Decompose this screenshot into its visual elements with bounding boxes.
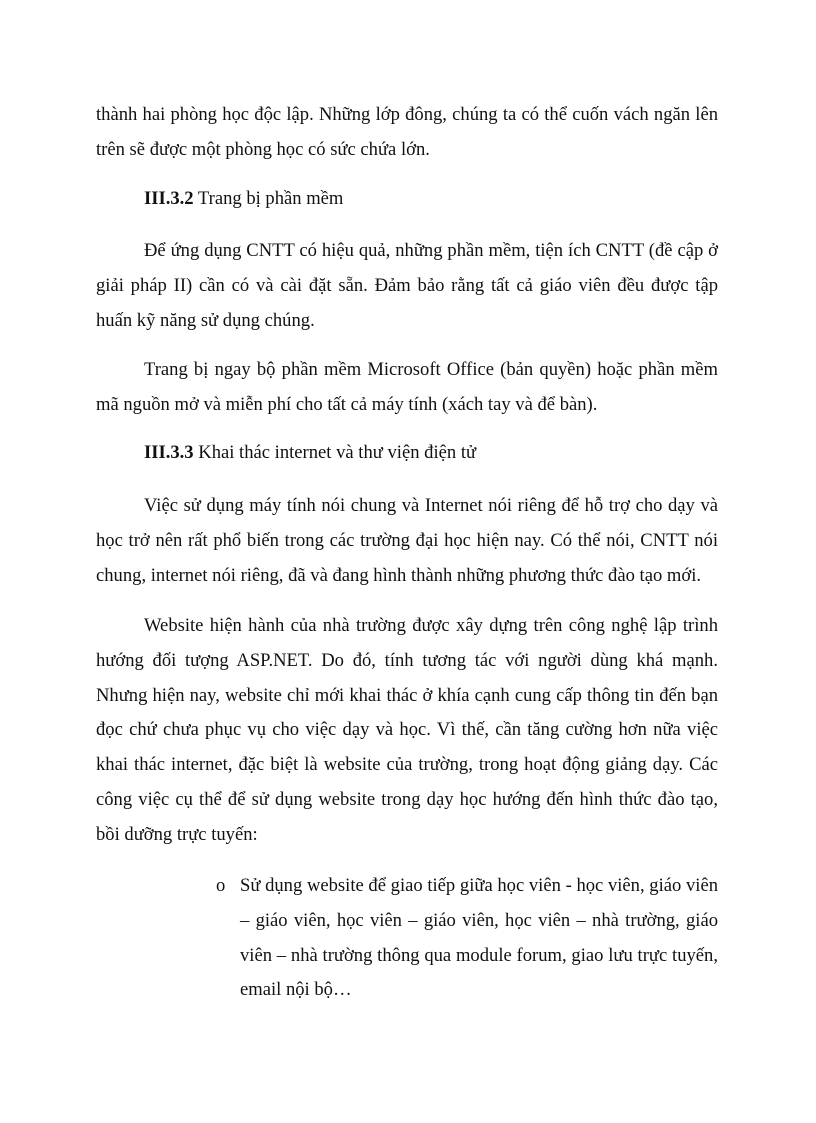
text-line: giải pháp II) cần có và cài đặt sẵn. Đảm bảo rằng tất cả giáo viên đều được tập (96, 274, 718, 296)
text-line: bồi dưỡng trực tuyến: (96, 823, 258, 845)
paragraph-office-suite (96, 353, 718, 423)
text-line: trên sẽ được một phòng học có sức chứa lớn. (96, 138, 430, 160)
section-title: Khai thác internet và thư viện điện tử (198, 442, 477, 463)
paragraph-internet-usage (96, 489, 718, 593)
list-item-website-communication (240, 869, 718, 1008)
paragraph-website (96, 609, 718, 853)
text-line: mã nguồn mở và miễn phí cho tất cả máy tính (xách tay và để bàn). (96, 393, 598, 415)
section-heading-internet (96, 436, 718, 471)
text-line: khai thác internet, đặc biệt là website của trường, trong hoạt động giảng dạy. Các (96, 754, 718, 776)
paragraph-software-install (96, 234, 718, 338)
bullet-marker: o (216, 875, 226, 896)
text-line: Trang bị ngay bộ phần mềm Microsoft Office (bản quyền) hoặc phần mềm (144, 359, 718, 380)
text-line: Để ứng dụng CNTT có hiệu quả, những phần mềm, tiện ích CNTT (đề cập ở (144, 240, 718, 261)
text-line: học trở nên rất phổ biến trong các trường đại học hiện nay. Có thể nói, CNTT nói (96, 529, 718, 551)
text-line: email nội bộ… (240, 979, 352, 1001)
text-line: – giáo viên, học viên – giáo viên, học viên – nhà trường, giáo (240, 909, 718, 931)
text-line: đọc chứ chưa phục vụ cho việc dạy và học. Vì thế, cần tăng cường hơn nữa việc (96, 719, 718, 741)
text-line: thành hai phòng học độc lập. Những lớp đông, chúng ta có thể cuốn vách ngăn lên (96, 104, 718, 125)
section-heading-software (96, 182, 718, 217)
text-line: huấn kỹ năng sử dụng chúng. (96, 309, 315, 331)
text-line: Sử dụng website để giao tiếp giữa học viên - học viên, giáo viên (240, 875, 718, 896)
text-line: Website hiện hành của nhà trường được xây dựng trên công nghệ lập trình (144, 615, 718, 636)
section-number: III.3.3 (144, 442, 194, 463)
text-line: chung, internet nói riêng, đã và đang hình thành những phương thức đào tạo mới. (96, 564, 702, 586)
text-line: hướng đối tượng ASP.NET. Do đó, tính tương tác với người dùng khá mạnh. (96, 649, 718, 671)
section-title: Trang bị phần mềm (197, 188, 344, 209)
section-number: III.3.2 (144, 188, 194, 209)
paragraph-classroom-partition (96, 98, 718, 168)
text-line: Nhưng hiện nay, website chỉ mới khai thác ở khía cạnh cung cấp thông tin đến bạn (96, 684, 718, 706)
text-line: Việc sử dụng máy tính nói chung và Internet nói riêng để hỗ trợ cho dạy và (144, 495, 718, 516)
text-line: viên – nhà trường thông qua module forum, giao lưu trực tuyến, (240, 944, 718, 966)
text-line: công việc cụ thể để sử dụng website trong dạy học hướng đến hình thức đào tạo, (96, 788, 718, 810)
